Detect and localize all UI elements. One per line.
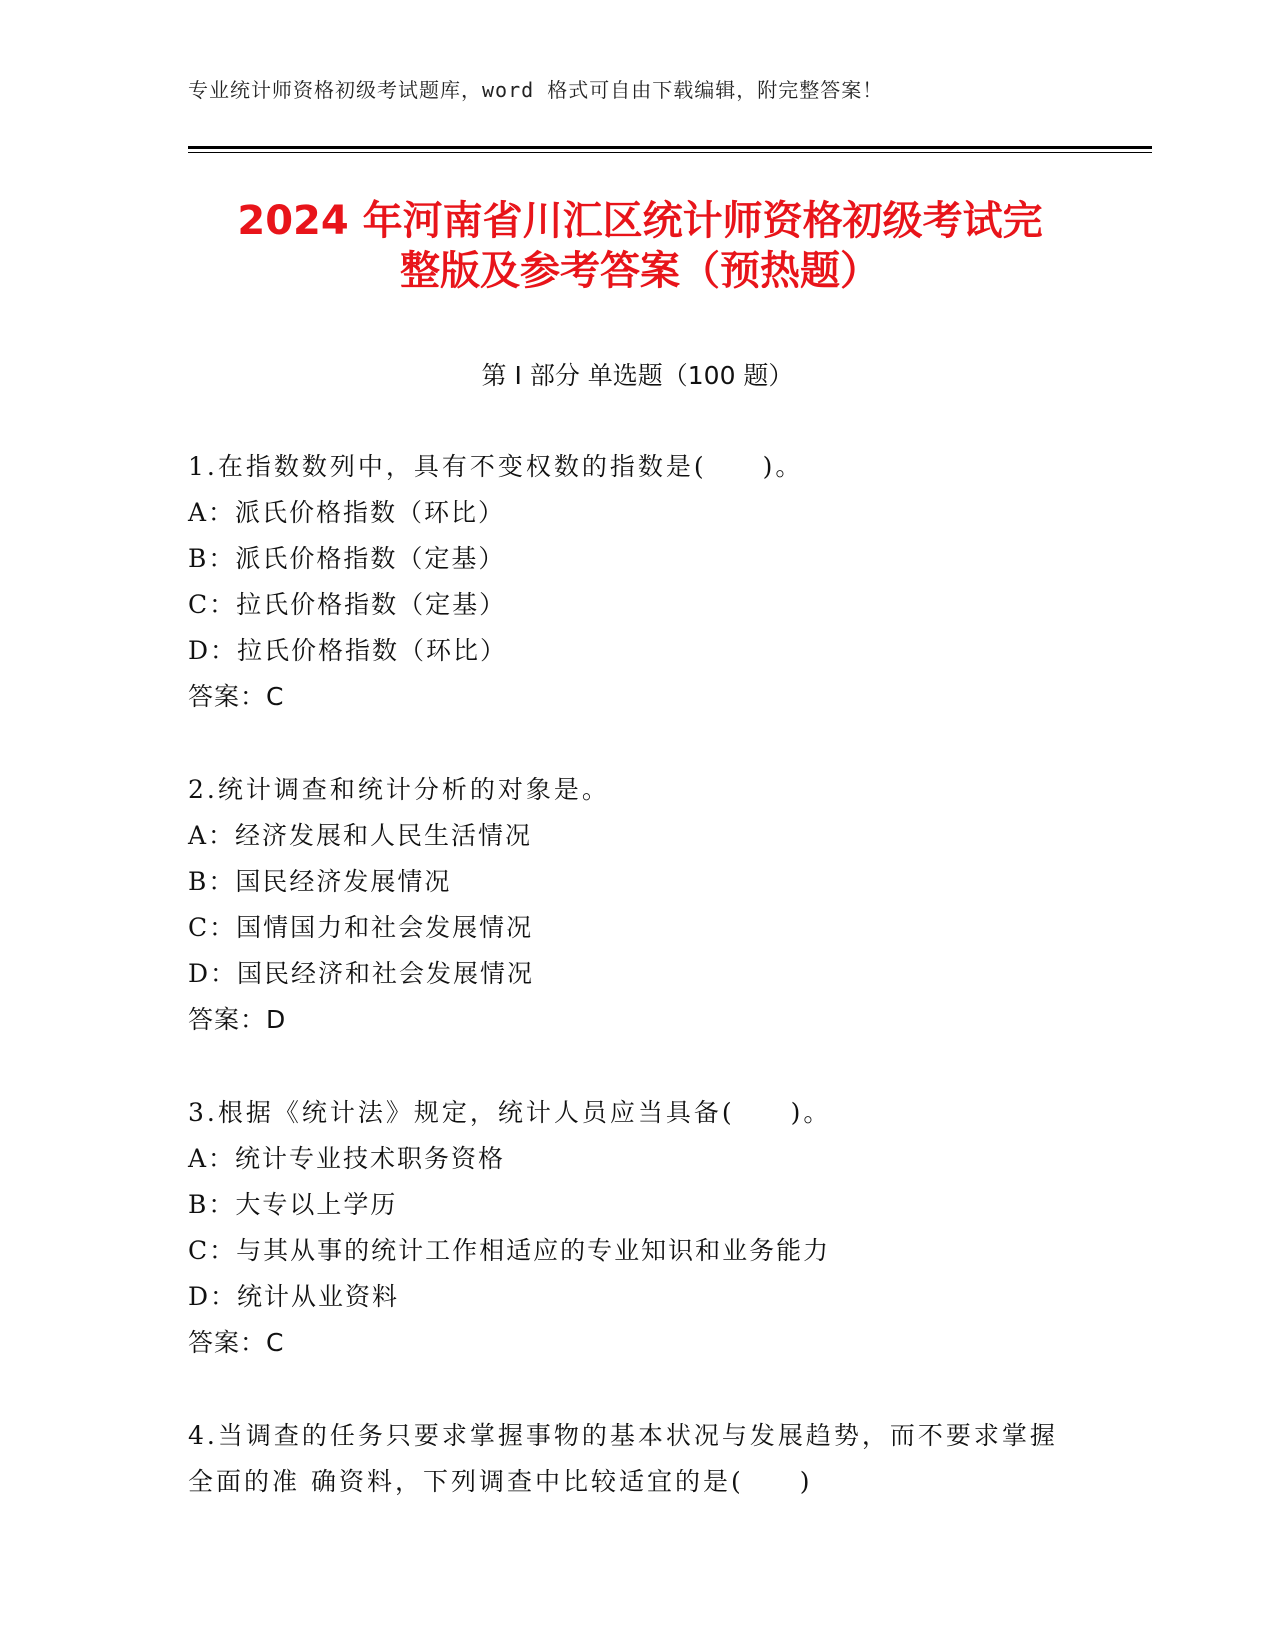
- question-list: [188, 444, 1068, 1552]
- question-stem: 1.在指数数列中，具有不变权数的指数是( )。: [188, 452, 804, 481]
- question-stem: 4.当调查的任务只要求掌握事物的基本状况与发展趋势，而不要求掌握全面的准 确资料，下列调查中比较适宜的是( ): [188, 1421, 1058, 1496]
- option-c: C：国情国力和社会发展情况: [188, 913, 534, 942]
- question-1: [188, 444, 1068, 720]
- header-divider-thin: [188, 152, 1152, 153]
- option-b: B：派氏价格指数（定基）: [188, 544, 506, 573]
- answer: 答案：D: [188, 1005, 287, 1034]
- title-line-1: 2024 年河南省川汇区统计师资格初级考试完: [237, 198, 1043, 244]
- answer: 答案：C: [188, 1328, 285, 1357]
- header-divider: [188, 146, 1152, 149]
- question-2: [188, 767, 1068, 1043]
- question-stem: 2.统计调查和统计分析的对象是。: [188, 775, 610, 804]
- page-header: 专业统计师资格初级考试题库，word 格式可自由下载编辑，附完整答案！: [188, 78, 884, 102]
- option-a: A：派氏价格指数（环比）: [188, 498, 506, 527]
- option-b: B：国民经济发展情况: [188, 867, 452, 896]
- option-c: C：拉氏价格指数（定基）: [188, 590, 507, 619]
- question-4: [188, 1413, 1068, 1505]
- option-d: D：统计从业资料: [188, 1282, 400, 1311]
- question-3: [188, 1090, 1068, 1366]
- section-heading: 第 I 部分 单选题（100 题）: [481, 361, 794, 390]
- option-b: B：大专以上学历: [188, 1190, 398, 1219]
- option-a: A：经济发展和人民生活情况: [188, 821, 533, 850]
- option-a: A：统计专业技术职务资格: [188, 1144, 506, 1173]
- question-stem: 3.根据《统计法》规定，统计人员应当具备( )。: [188, 1098, 832, 1127]
- option-d: D：拉氏价格指数（环比）: [188, 636, 508, 665]
- title-line-2: 整版及参考答案（预热题）: [400, 248, 880, 294]
- answer: 答案：C: [188, 682, 285, 711]
- option-d: D：国民经济和社会发展情况: [188, 959, 535, 988]
- document-title: [160, 196, 1120, 296]
- option-c: C：与其从事的统计工作相适应的专业知识和业务能力: [188, 1236, 831, 1265]
